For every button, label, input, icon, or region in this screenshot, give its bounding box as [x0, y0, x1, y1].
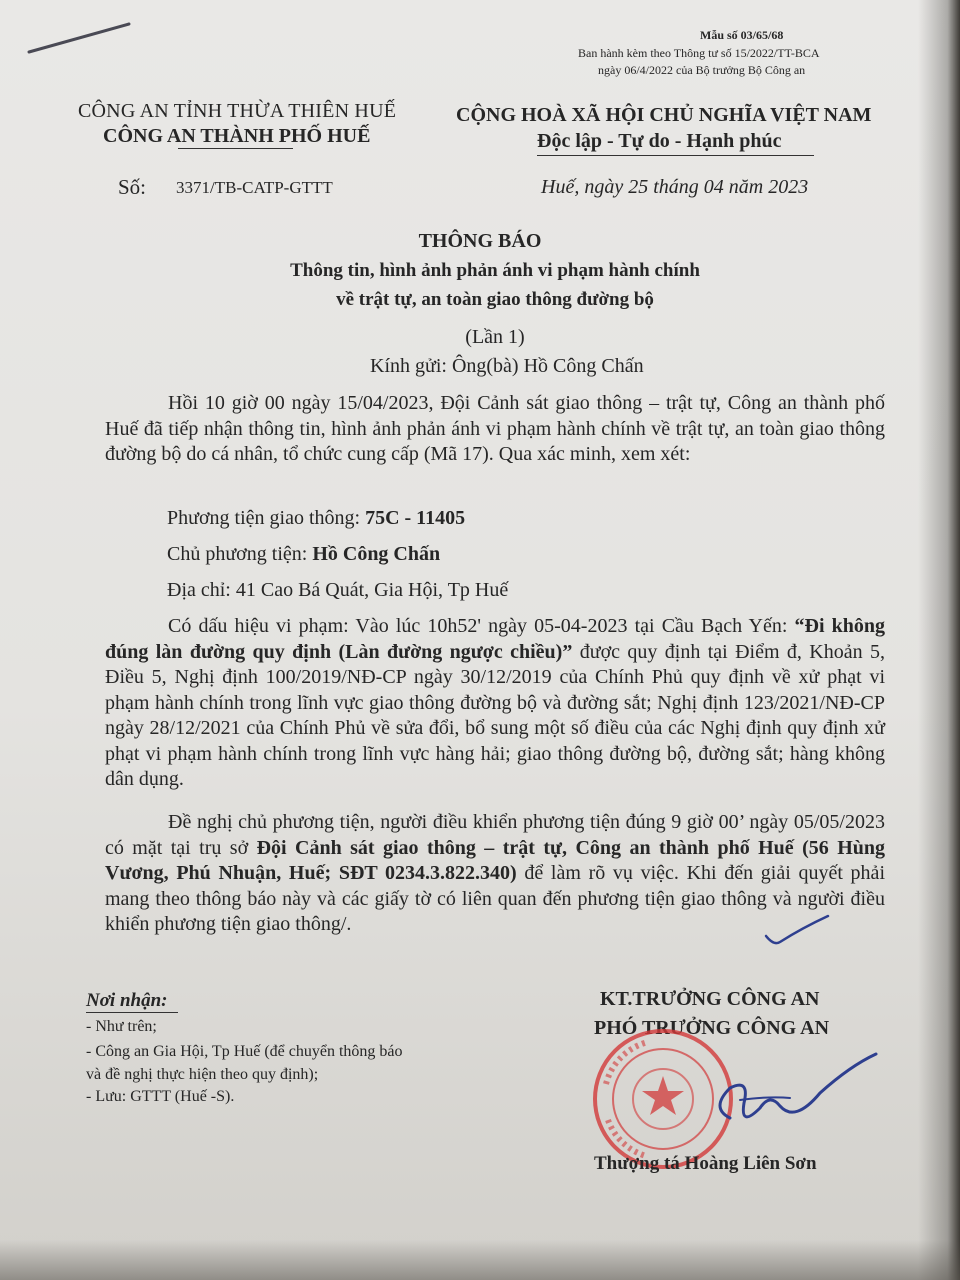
recipients-underline — [86, 1012, 178, 1013]
doc-number: 3371/TB-CATP-GTTT — [176, 178, 333, 197]
request-instructions: để làm rõ vụ việc. Khi đến giải quyết phải mang theo thông báo này và các giấy tờ có liên quan đến phương tiện giao thông và người điều khiển phương tiện giao thông/. — [105, 862, 885, 935]
nation-heading: CỘNG HOÀ XÃ HỘI CHỦ NGHĨA VIỆT NAM — [456, 104, 872, 126]
agency-name: CÔNG AN THÀNH PHỐ HUẾ — [103, 125, 371, 147]
violation-description: “Đi không đúng làn đường quy định (Làn đường ngược chiều)” — [105, 615, 886, 663]
vehicle-plate: 75C - 11405 — [365, 507, 466, 529]
document-subtitle-1: Thông tin, hình ảnh phản ánh vi phạm hành chính — [290, 260, 700, 281]
paragraph-intro-text: Hồi 10 giờ 00 ngày 15/04/2023, Đội Cảnh sát giao thông – trật tự, Công an thành phố Huế đã tiếp nhận thông tin, hình ảnh phản ánh vi phạm hành chính về trật tự, an toàn giao thông đường bộ do cá nhân, tổ chức cung cấp (Mã 17). Qua xác minh, xem xét: — [105, 392, 885, 465]
pen-tick-mark — [762, 912, 832, 952]
vehicle-label: Phương tiện giao thông: — [167, 507, 366, 529]
photo-shadow-right — [918, 0, 960, 1280]
recipients-line-4: - Lưu: GTTT (Huế -S). — [86, 1088, 235, 1105]
signature-authority-2: PHÓ TRƯỞNG CÔNG AN — [594, 1017, 830, 1039]
issued-with-line-1: Ban hành kèm theo Thông tư số 15/2022/TT-BCA — [578, 46, 820, 60]
agency-parent: CÔNG AN TỈNH THỪA THIÊN HUẾ — [78, 100, 397, 122]
place-date: Huế, ngày 25 tháng 04 năm 2023 — [541, 176, 809, 198]
signature-authority-1: KT.TRƯỞNG CÔNG AN — [600, 988, 820, 1010]
doc-number-label: Số: — [118, 175, 147, 199]
owner-label: Chủ phương tiện: — [167, 543, 313, 565]
signer-name: Thượng tá Hoàng Liên Sơn — [594, 1153, 817, 1174]
violation-legal-basis: được quy định tại Điểm đ, Khoản 5, Điều 5, Nghị định 100/2019/NĐ-CP ngày 30/12/2019 của Chính Phủ quy định về xử phạt vi phạm hành chính trong lĩnh vực giao thông đường bộ và đường sắt; Nghị định 123/2021/NĐ-CP ngày 28/12/2021 của Chính Phủ về sửa đổi, bổ sung một số điều của các Nghị định quy định xử phạt vi phạm hành chính trong lĩnh vực hàng hải; giao thông đường bộ, đường sắt; hàng không dân dụng. — [105, 640, 885, 790]
recipients-line-3: và đề nghị thực hiện theo quy định); — [86, 1066, 319, 1083]
pen-stroke-mark — [25, 18, 135, 58]
motto: Độc lập - Tự do - Hạnh phúc — [537, 130, 782, 152]
violation-intro: Có dấu hiệu vi phạm: Vào lúc 10h52' ngày 05-04-2023 tại Cầu Bạch Yến: — [168, 615, 795, 637]
paragraph-intro — [105, 391, 885, 468]
address-field: Địa chỉ: 41 Cao Bá Quát, Gia Hội, Tp Huế — [167, 579, 509, 601]
form-number: Mẫu số 03/65/68 — [700, 28, 784, 42]
recipients-title: Nơi nhận: — [86, 990, 168, 1011]
motto-underline — [537, 155, 814, 156]
owner-field — [167, 543, 440, 566]
agency-underline — [178, 148, 293, 149]
document-subtitle-2: về trật tự, an toàn giao thông đường bộ — [336, 289, 654, 310]
request-intro: Đề nghị chủ phương tiện, người điều khiển phương tiện đúng 9 giờ 00’ ngày 05/05/2023 có mặt tại trụ sở — [105, 811, 885, 859]
recipients-line-1: - Như trên; — [86, 1018, 157, 1035]
document-title: THÔNG BÁO — [418, 230, 542, 252]
notice-count: (Lần 1) — [465, 326, 525, 348]
recipient-line: Kính gửi: Ông(bà) Hồ Công Chấn — [370, 355, 644, 377]
owner-name: Hồ Công Chấn — [312, 543, 441, 565]
request-office: Đội Cảnh sát giao thông – trật tự, Công an thành phố Huế (56 Hùng Vương, Phú Nhuận, Huế; SĐT 0234.3.822.340) — [105, 836, 885, 884]
issued-with-line-2: ngày 06/4/2022 của Bộ trưởng Bộ Công an — [598, 63, 806, 77]
paragraph-violation — [105, 614, 885, 793]
recipients-line-2: - Công an Gia Hội, Tp Huế (để chuyển thông báo — [86, 1043, 403, 1060]
handwritten-signature — [700, 1048, 880, 1138]
vehicle-field — [167, 507, 465, 530]
photo-shadow-bottom — [0, 1240, 960, 1280]
